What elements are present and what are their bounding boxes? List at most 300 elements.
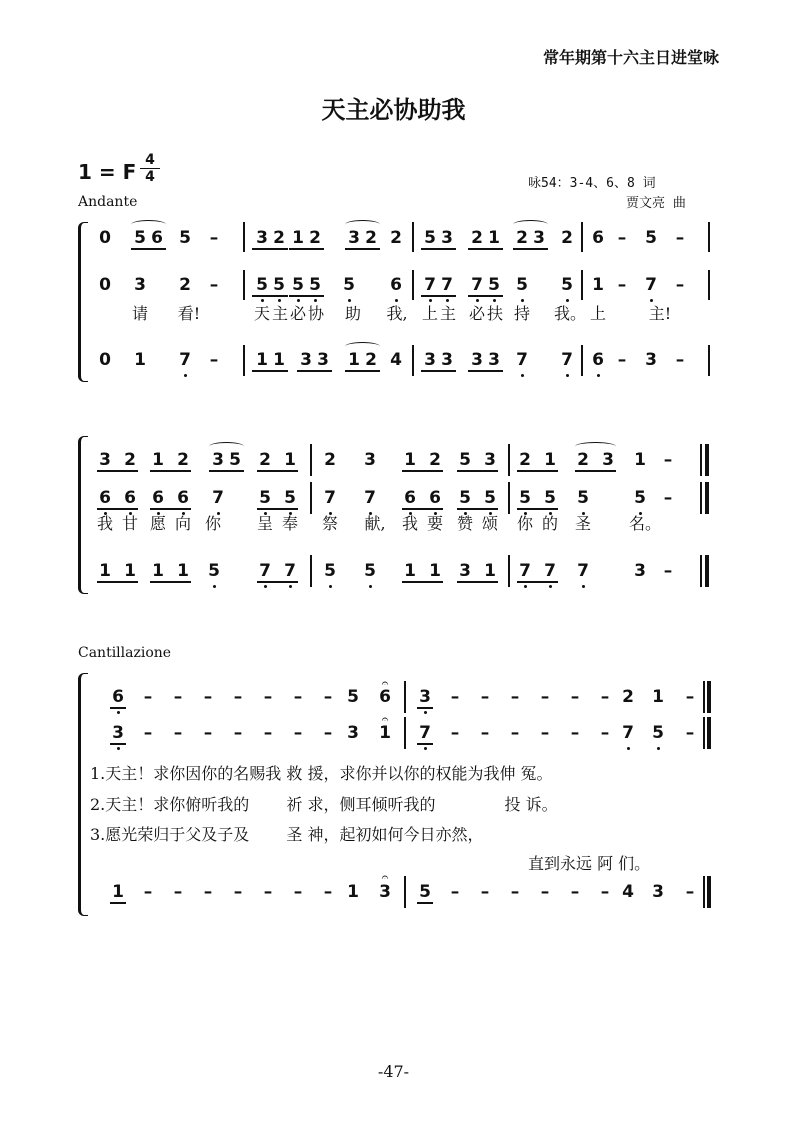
soprano-note: 2	[309, 228, 321, 248]
alto-octave-dot	[297, 299, 300, 302]
alto-note: –	[323, 723, 333, 743]
alto-note: 5	[459, 488, 471, 508]
system-bracket	[78, 436, 88, 594]
soprano-beam	[402, 470, 443, 472]
lyric-syllable: 请	[131, 304, 149, 323]
bass-note: 3	[471, 350, 483, 370]
lyric-syllable: 持	[513, 304, 531, 323]
alto-note: –	[480, 723, 490, 743]
alto-octave-dot	[566, 299, 569, 302]
soprano-beam	[513, 248, 548, 250]
bass-beam	[517, 581, 558, 583]
bass-note: –	[685, 882, 695, 902]
final-barline-thick	[705, 555, 709, 587]
alto-note: –	[617, 275, 627, 295]
bass-note: 3	[441, 350, 453, 370]
bass-beam	[150, 581, 191, 583]
alto-octave-dot	[429, 299, 432, 302]
soprano-note: –	[480, 687, 490, 707]
soprano-note: 2	[577, 450, 589, 470]
alto-note: 7	[364, 488, 376, 508]
lyric-syllable: 我	[96, 514, 114, 533]
bass-note: 6	[592, 350, 604, 370]
barline	[708, 222, 710, 252]
lyric-syllable: 天	[253, 304, 271, 323]
system-bracket	[78, 222, 88, 382]
lyric-syllable: 必	[468, 304, 486, 323]
final-barline-thick	[707, 717, 711, 749]
bass-beam	[468, 370, 503, 372]
bass-note: 1	[112, 882, 124, 902]
bass-note: 7	[516, 350, 528, 370]
soprano-note: 2	[429, 450, 441, 470]
soprano-note: 6	[592, 228, 604, 248]
alto-note: 3	[134, 275, 146, 295]
barline	[404, 876, 406, 908]
alto-note: 3	[112, 723, 124, 743]
alto-beam	[457, 508, 498, 510]
bass-note: –	[293, 882, 303, 902]
alto-octave-dot	[521, 299, 524, 302]
alto-octave-dot	[348, 299, 351, 302]
bass-note: –	[173, 882, 183, 902]
alto-note: 6	[124, 488, 136, 508]
soprano-note: –	[203, 687, 213, 707]
lyric-syllable: 协	[307, 304, 325, 323]
lyric-syllable: 上	[589, 304, 607, 323]
bass-note: 7	[561, 350, 573, 370]
composer-credit: 贾文亮 曲	[626, 196, 686, 211]
bass-beam	[345, 370, 380, 372]
bass-note: –	[323, 882, 333, 902]
lyric-syllable: 圣	[574, 514, 592, 533]
alto-note: 7	[471, 275, 483, 295]
tempo-marking-2: Cantillazione	[78, 645, 172, 661]
soprano-slur	[575, 442, 616, 451]
alto-note: –	[450, 723, 460, 743]
soprano-note: 1	[488, 228, 500, 248]
barline	[310, 444, 312, 476]
bass-note: –	[570, 882, 580, 902]
soprano-note: 5	[347, 687, 359, 707]
barline	[708, 345, 710, 376]
soprano-note: 3	[256, 228, 268, 248]
bass-note: 4	[390, 350, 402, 370]
alto-note: 5	[256, 275, 268, 295]
soprano-note: –	[263, 687, 273, 707]
soprano-note: 5	[424, 228, 436, 248]
bass-note: 3	[317, 350, 329, 370]
soprano-beam	[257, 470, 298, 472]
soprano-note: 3	[533, 228, 545, 248]
soprano-beam	[97, 470, 138, 472]
soprano-note: 1	[152, 450, 164, 470]
bass-note: 4	[622, 882, 634, 902]
alto-octave-dot	[627, 747, 630, 750]
alto-note: 7	[645, 275, 657, 295]
bass-note: 1	[152, 561, 164, 581]
time-signature	[140, 152, 160, 185]
alto-octave-dot	[261, 299, 264, 302]
bass-note: 3	[488, 350, 500, 370]
soprano-note: –	[173, 687, 183, 707]
barline	[404, 717, 406, 749]
soprano-note: –	[209, 228, 219, 248]
lyrics-credit: 咏54：3-4、6、8 词	[528, 176, 656, 191]
lyric-syllable: 甘	[121, 514, 139, 533]
bass-beam	[402, 581, 443, 583]
alto-note: 5	[652, 723, 664, 743]
alto-note: 7	[212, 488, 224, 508]
bass-note: –	[263, 882, 273, 902]
tempo-marking: Andante	[78, 194, 138, 210]
final-barline-thick	[707, 876, 711, 908]
alto-note: 6	[177, 488, 189, 508]
system-bracket	[78, 673, 88, 916]
barline	[243, 270, 245, 300]
lyric-syllable: 看!	[177, 304, 201, 323]
bass-note: 1	[124, 561, 136, 581]
verse-1: 1.天主！求你因你的名赐我 救 援，求你并以你的权能为我伸 冤。	[90, 764, 553, 783]
soprano-note: 2	[390, 228, 402, 248]
alto-beam	[468, 295, 503, 297]
bass-note: 1	[273, 350, 285, 370]
soprano-beam	[150, 470, 191, 472]
soprano-note: –	[450, 687, 460, 707]
page-title: 天主必协助我	[321, 95, 466, 124]
soprano-note: 2	[324, 450, 336, 470]
soprano-beam	[131, 248, 166, 250]
soprano-beam	[289, 248, 324, 250]
soprano-note: 5	[229, 450, 241, 470]
soprano-note: 6	[112, 687, 124, 707]
barline	[412, 222, 414, 252]
soprano-note: –	[323, 687, 333, 707]
lyric-syllable: 我。	[553, 304, 587, 323]
lyric-syllable: 向	[174, 514, 192, 533]
alto-note: –	[685, 723, 695, 743]
alto-beam	[421, 295, 456, 297]
alto-note: 5	[577, 488, 589, 508]
bass-octave-dot	[264, 585, 267, 588]
soprano-note: 5	[134, 228, 146, 248]
alto-note: 5	[273, 275, 285, 295]
soprano-note: 2	[516, 228, 528, 248]
soprano-beam	[110, 707, 126, 709]
alto-beam	[97, 508, 138, 510]
final-barline-thick	[707, 681, 711, 713]
final-barline	[703, 681, 705, 713]
alto-octave-dot	[446, 299, 449, 302]
alto-note: –	[203, 723, 213, 743]
final-barline-thick	[705, 444, 709, 476]
soprano-note: 2	[622, 687, 634, 707]
soprano-note: 2	[471, 228, 483, 248]
lyric-syllable: 主	[439, 304, 457, 323]
soprano-note: 2	[365, 228, 377, 248]
bass-note: 5	[208, 561, 220, 581]
alto-note: –	[663, 488, 673, 508]
soprano-note: 3	[212, 450, 224, 470]
alto-note: 7	[622, 723, 634, 743]
barline	[310, 482, 312, 514]
soprano-note: 2	[273, 228, 285, 248]
soprano-note: 3	[364, 450, 376, 470]
alto-octave-dot	[657, 747, 660, 750]
soprano-note: 1	[634, 450, 646, 470]
soprano-note: 3	[441, 228, 453, 248]
bass-note: 1	[347, 882, 359, 902]
lyric-syllable: 上	[421, 304, 439, 323]
soprano-note: 3	[484, 450, 496, 470]
alto-note: –	[233, 723, 243, 743]
bass-note: 5	[364, 561, 376, 581]
alto-note: 7	[324, 488, 336, 508]
alto-octave-dot	[314, 299, 317, 302]
soprano-note: 0	[99, 228, 111, 248]
barline	[243, 345, 245, 376]
bass-note: 7	[259, 561, 271, 581]
page-number: -47-	[377, 1062, 410, 1081]
alto-beam	[417, 743, 433, 745]
soprano-note: 3	[602, 450, 614, 470]
soprano-note: –	[600, 687, 610, 707]
bass-octave-dot	[566, 374, 569, 377]
bass-octave-dot	[213, 585, 216, 588]
lyric-syllable: 你	[516, 514, 534, 533]
lyric-syllable: 呈	[256, 514, 274, 533]
soprano-octave-dot	[424, 711, 427, 714]
bass-note: 7	[519, 561, 531, 581]
soprano-note: –	[540, 687, 550, 707]
soprano-slur	[131, 220, 166, 229]
bass-beam	[110, 902, 126, 904]
lyric-syllable: 的	[541, 514, 559, 533]
bass-note: 1	[134, 350, 146, 370]
barline	[581, 222, 583, 252]
alto-beam	[517, 508, 558, 510]
alto-note: –	[510, 723, 520, 743]
alto-octave-dot	[424, 747, 427, 750]
alto-note: 5	[343, 275, 355, 295]
alto-note: 0	[99, 275, 111, 295]
alto-note: –	[600, 723, 610, 743]
soprano-note: 2	[177, 450, 189, 470]
lyric-syllable: 颂	[481, 514, 499, 533]
alto-note: –	[143, 723, 153, 743]
soprano-note: 2	[561, 228, 573, 248]
bass-note: 1	[177, 561, 189, 581]
soprano-note: 2	[519, 450, 531, 470]
barline	[708, 270, 710, 300]
bass-octave-dot	[184, 374, 187, 377]
bass-note: –	[203, 882, 213, 902]
barline	[508, 444, 510, 476]
soprano-note: 3	[419, 687, 431, 707]
alto-note: –	[540, 723, 550, 743]
alto-octave-dot	[117, 747, 120, 750]
verse-2: 2.天主！求你俯听我的 祈 求，侧耳倾听我的 投 诉。	[90, 795, 558, 814]
bass-octave-dot	[521, 374, 524, 377]
bass-note: –	[675, 350, 685, 370]
bass-note: 7	[577, 561, 589, 581]
bass-note: 7	[544, 561, 556, 581]
bass-note: 1	[484, 561, 496, 581]
barline	[581, 345, 583, 376]
alto-note: 5	[634, 488, 646, 508]
alto-note: 1	[592, 275, 604, 295]
soprano-beam	[421, 248, 456, 250]
soprano-slur	[345, 220, 380, 229]
key-signature: 1 = F	[78, 160, 137, 184]
bass-note: –	[510, 882, 520, 902]
alto-octave-dot	[650, 299, 653, 302]
bass-note: 3	[300, 350, 312, 370]
soprano-beam	[575, 470, 616, 472]
bass-note: 7	[284, 561, 296, 581]
soprano-note: 3	[348, 228, 360, 248]
alto-note: 2	[179, 275, 191, 295]
bass-note: –	[617, 350, 627, 370]
soprano-note: –	[675, 228, 685, 248]
soprano-beam	[209, 470, 244, 472]
alto-beam	[402, 508, 443, 510]
lyric-syllable: 献,	[364, 514, 386, 533]
alto-octave-dot	[395, 299, 398, 302]
bass-octave-dot	[582, 585, 585, 588]
bass-note: 1	[404, 561, 416, 581]
bass-note: 5	[324, 561, 336, 581]
final-barline	[700, 482, 702, 514]
soprano-note: –	[143, 687, 153, 707]
soprano-beam	[252, 248, 288, 250]
bass-note: –	[600, 882, 610, 902]
barline	[404, 681, 406, 713]
lyric-syllable: 扶	[486, 304, 504, 323]
lyric-syllable: 主	[271, 304, 289, 323]
lyric-syllable: 祭	[321, 514, 339, 533]
alto-note: 5	[284, 488, 296, 508]
bass-note: 3	[379, 882, 391, 902]
alto-note: 5	[519, 488, 531, 508]
alto-note: 5	[544, 488, 556, 508]
soprano-note: 2	[259, 450, 271, 470]
lyric-syllable: 名。	[628, 514, 662, 533]
soprano-note: 5	[459, 450, 471, 470]
bass-beam	[457, 581, 498, 583]
lyric-syllable: 我,	[386, 304, 408, 323]
bass-note: 1	[429, 561, 441, 581]
alto-note: 7	[441, 275, 453, 295]
bass-note: 1	[99, 561, 111, 581]
alto-note: 5	[561, 275, 573, 295]
alto-octave-dot	[493, 299, 496, 302]
bass-note: –	[450, 882, 460, 902]
bass-octave-dot	[549, 585, 552, 588]
bass-note: –	[540, 882, 550, 902]
fermata-icon: 𝄐	[381, 712, 389, 726]
verse-3-end: 直到永远 阿 们。	[528, 854, 651, 873]
soprano-note: 1	[652, 687, 664, 707]
fermata-icon: 𝄐	[381, 676, 389, 690]
lyric-syllable: 愿	[149, 514, 167, 533]
soprano-note: –	[685, 687, 695, 707]
alto-note: –	[209, 275, 219, 295]
barline	[310, 555, 312, 587]
bass-beam	[252, 370, 288, 372]
soprano-note: 2	[124, 450, 136, 470]
bass-octave-dot	[524, 585, 527, 588]
soprano-note: 1	[284, 450, 296, 470]
soprano-note: 3	[99, 450, 111, 470]
alto-note: 6	[390, 275, 402, 295]
alto-note: 5	[488, 275, 500, 295]
bass-note: 1	[348, 350, 360, 370]
bass-octave-dot	[597, 374, 600, 377]
bass-octave-dot	[329, 585, 332, 588]
bass-beam	[417, 902, 433, 904]
bass-note: 5	[419, 882, 431, 902]
alto-note: 5	[484, 488, 496, 508]
barline	[243, 222, 245, 252]
alto-note: 6	[404, 488, 416, 508]
alto-note: 6	[152, 488, 164, 508]
alto-note: 6	[99, 488, 111, 508]
alto-note: –	[570, 723, 580, 743]
alto-beam	[110, 743, 126, 745]
alto-note: 1	[379, 723, 391, 743]
final-barline	[703, 717, 705, 749]
bass-note: 7	[179, 350, 191, 370]
alto-beam	[150, 508, 191, 510]
bass-slur	[345, 342, 380, 351]
barline	[508, 555, 510, 587]
bass-beam	[97, 581, 138, 583]
alto-octave-dot	[476, 299, 479, 302]
alto-note: 5	[309, 275, 321, 295]
bass-note: –	[663, 561, 673, 581]
alto-note: 7	[419, 723, 431, 743]
bass-note: –	[143, 882, 153, 902]
lyric-syllable: 你	[204, 514, 222, 533]
alto-note: 7	[424, 275, 436, 295]
bass-beam	[421, 370, 456, 372]
verse-3: 3.愿光荣归于父及子及 圣 神，起初如何今日亦然，	[90, 825, 484, 844]
soprano-note: –	[510, 687, 520, 707]
soprano-beam	[345, 248, 380, 250]
bass-note: –	[233, 882, 243, 902]
soprano-note: –	[570, 687, 580, 707]
bass-note: 3	[634, 561, 646, 581]
alto-note: –	[293, 723, 303, 743]
lyric-syllable: 必	[289, 304, 307, 323]
bass-note: 2	[365, 350, 377, 370]
soprano-note: –	[293, 687, 303, 707]
alto-note: –	[675, 275, 685, 295]
bass-beam	[297, 370, 332, 372]
soprano-note: –	[663, 450, 673, 470]
soprano-beam	[517, 470, 558, 472]
lyric-syllable: 要	[426, 514, 444, 533]
barline	[581, 270, 583, 300]
alto-note: 5	[292, 275, 304, 295]
lyric-syllable: 助	[344, 304, 362, 323]
alto-beam	[257, 508, 298, 510]
soprano-beam	[457, 470, 498, 472]
bass-note: 3	[645, 350, 657, 370]
soprano-note: 1	[292, 228, 304, 248]
bass-octave-dot	[289, 585, 292, 588]
